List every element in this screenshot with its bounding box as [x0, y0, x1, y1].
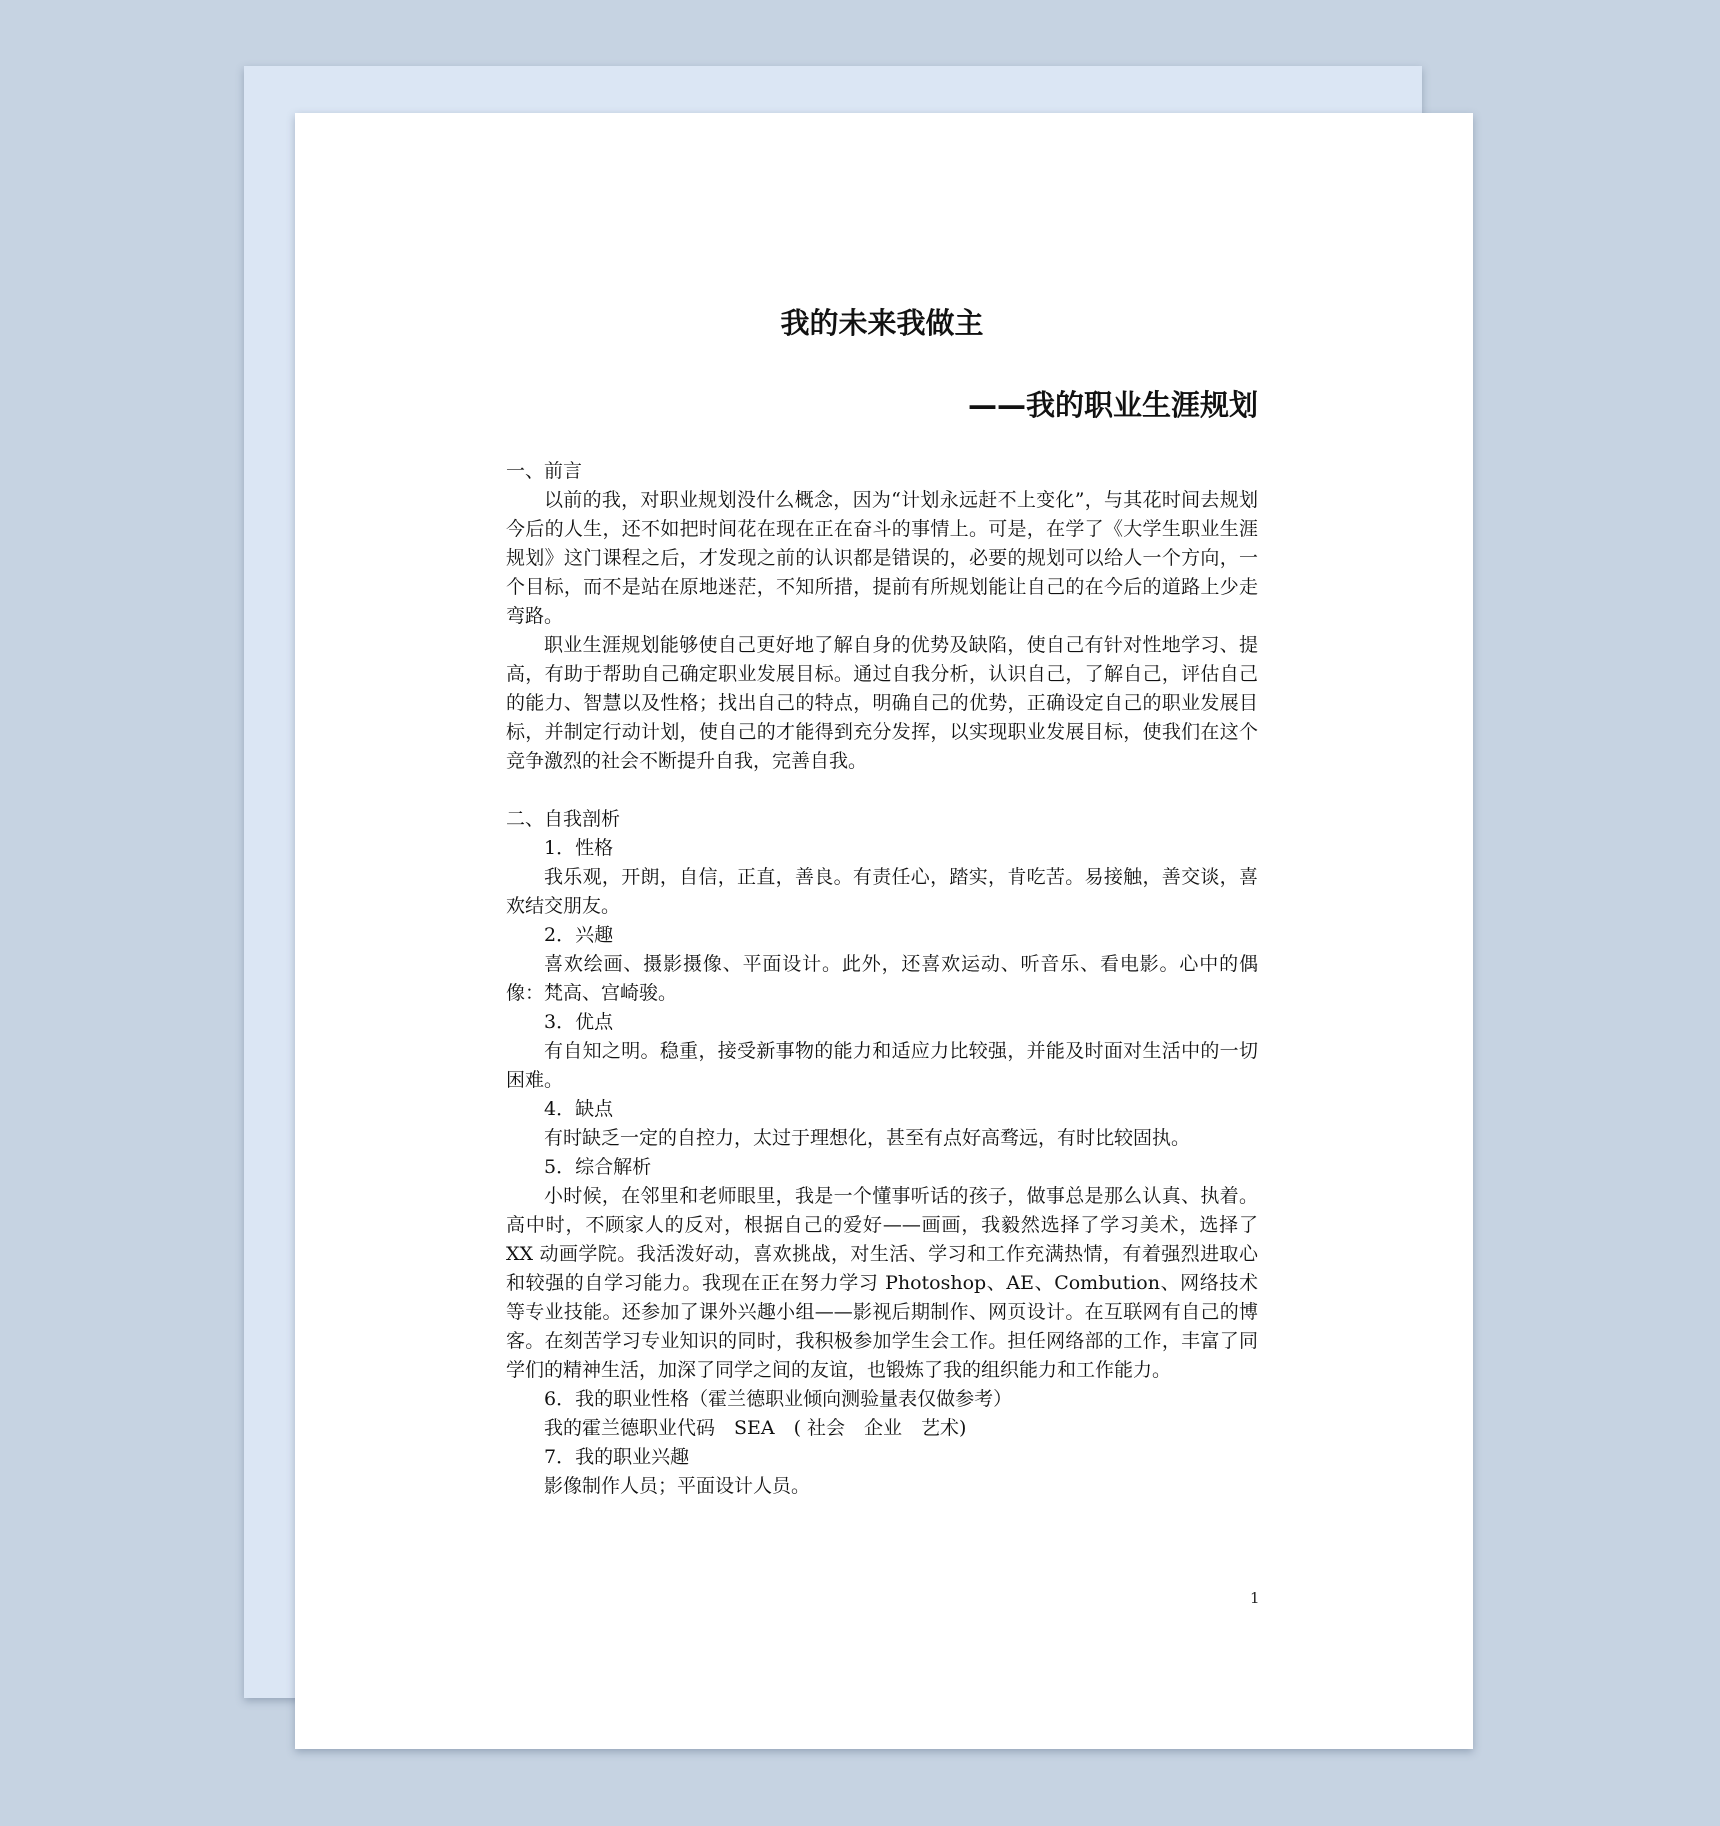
item-heading-overall-analysis: 5．综合解析	[544, 1156, 652, 1178]
item-text: 我的霍兰德职业代码 SEA ( 社会 企业 艺术)	[544, 1417, 967, 1439]
item-text: 小时候，在邻里和老师眼里，我是一个懂事听话的孩子，做事总是那么认真、执着。高中时，不顾家人的反对，根据自己的爱好——画画，我毅然选择了学习美术，选择了 XX 动画学院。我活泼好动，喜欢挑战，对生活、学习和工作充满热情，有着强烈进取心和较强的自学习能力。我现在正在努力学习 Photoshop、AE、Combution、网络技术等专业技能。还参加了课外兴趣小组——影视后期制作、网页设计。在互联网有自己的博客。在刻苦学习专业知识的同时，我积极参加学生会工作。担任网络部的工作，丰富了同学们的精神生活，加深了同学之间的友谊，也锻炼了我的组织能力和工作能力。	[506, 1185, 1258, 1381]
item-text: 有时缺乏一定的自控力，太过于理想化，甚至有点好高骛远，有时比较固执。	[544, 1127, 1191, 1149]
item-heading-career-interests: 7．我的职业兴趣	[544, 1446, 690, 1468]
document-page	[295, 113, 1473, 1749]
item-text: 我乐观，开朗，自信，正直，善良。有责任心，踏实，肯吃苦。易接触，善交谈，喜欢结交朋友。	[506, 866, 1258, 917]
item-heading-career-personality: 6．我的职业性格（霍兰德职业倾向测验量表仅做参考）	[544, 1388, 1013, 1410]
item-heading-interests: 2．兴趣	[544, 924, 614, 946]
item-heading-weaknesses: 4．缺点	[544, 1098, 614, 1120]
item-text: 有自知之明。稳重，接受新事物的能力和适应力比较强，并能及时面对生活中的一切困难。	[506, 1040, 1258, 1091]
item-heading-strengths: 3．优点	[544, 1011, 614, 1033]
section-heading-preface: 一、前言	[506, 460, 583, 482]
page-number: 1	[1250, 1589, 1260, 1607]
section-heading-self-analysis: 二、自我剖析	[506, 808, 621, 830]
item-text: 喜欢绘画、摄影摄像、平面设计。此外，还喜欢运动、听音乐、看电影。心中的偶像：梵高、宫崎骏。	[506, 953, 1258, 1004]
paragraph: 以前的我，对职业规划没什么概念，因为“计划永远赶不上变化”，与其花时间去规划今后的人生，还不如把时间花在现在正在奋斗的事情上。可是，在学了《大学生职业生涯规划》这门课程之后，才发现之前的认识都是错误的，必要的规划可以给人一个方向，一个目标，而不是站在原地迷茫，不知所措，提前有所规划能让自己的在今后的道路上少走弯路。	[506, 489, 1258, 627]
page-content	[506, 303, 1258, 1501]
item-text: 影像制作人员；平面设计人员。	[544, 1475, 811, 1497]
paragraph: 职业生涯规划能够使自己更好地了解自身的优势及缺陷，使自己有针对性地学习、提高，有助于帮助自己确定职业发展目标。通过自我分析，认识自己，了解自己，评估自己的能力、智慧以及性格；找出自己的特点，明确自己的优势，正确设定自己的职业发展目标，并制定行动计划，使自己的才能得到充分发挥，以实现职业发展目标，使我们在这个竞争激烈的社会不断提升自我，完善自我。	[506, 634, 1258, 772]
document-title: 我的未来我做主	[780, 306, 984, 340]
item-heading-personality: 1．性格	[544, 837, 614, 859]
document-subtitle: ——我的职业生涯规划	[967, 388, 1258, 422]
